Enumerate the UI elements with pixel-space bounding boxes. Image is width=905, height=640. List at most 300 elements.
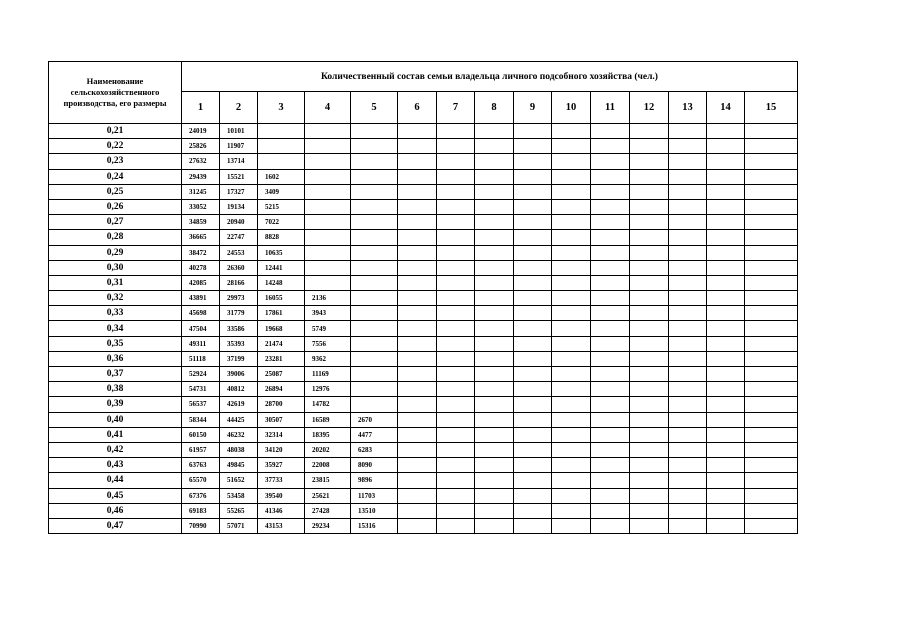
value-cell	[351, 291, 398, 306]
column-number-header: 11	[591, 92, 630, 124]
column-number-header: 7	[437, 92, 475, 124]
value-cell: 10635	[258, 245, 305, 260]
table-row	[49, 215, 798, 230]
value-cell	[398, 199, 437, 214]
value-cell	[630, 245, 669, 260]
value-cell	[552, 124, 591, 139]
value-cell: 36665	[182, 230, 220, 245]
value-cell	[745, 245, 798, 260]
value-cell	[630, 518, 669, 533]
value-cell	[437, 184, 475, 199]
value-cell	[305, 169, 351, 184]
value-cell	[745, 139, 798, 154]
value-cell	[437, 458, 475, 473]
value-cell	[437, 336, 475, 351]
value-cell	[745, 336, 798, 351]
value-cell	[437, 230, 475, 245]
table-row	[49, 442, 798, 457]
value-cell: 31779	[220, 306, 258, 321]
value-cell	[475, 397, 514, 412]
value-cell	[552, 184, 591, 199]
value-cell	[514, 412, 552, 427]
value-cell: 27428	[305, 503, 351, 518]
value-cell	[707, 488, 745, 503]
value-cell	[514, 184, 552, 199]
table-row	[49, 321, 798, 336]
value-cell	[552, 397, 591, 412]
value-cell	[514, 306, 552, 321]
value-cell: 37199	[220, 351, 258, 366]
value-cell	[398, 245, 437, 260]
value-cell	[437, 124, 475, 139]
value-cell	[351, 336, 398, 351]
size-cell: 0,43	[49, 458, 182, 473]
value-cell	[591, 518, 630, 533]
value-cell	[630, 412, 669, 427]
value-cell	[514, 336, 552, 351]
value-cell	[437, 503, 475, 518]
value-cell	[552, 351, 591, 366]
value-cell: 1602	[258, 169, 305, 184]
value-cell: 67376	[182, 488, 220, 503]
value-cell: 29234	[305, 518, 351, 533]
size-cell: 0,40	[49, 412, 182, 427]
value-cell	[398, 124, 437, 139]
value-cell	[437, 351, 475, 366]
value-cell	[514, 215, 552, 230]
value-cell	[552, 367, 591, 382]
size-cell: 0,33	[49, 306, 182, 321]
value-cell	[669, 275, 707, 290]
value-cell	[437, 427, 475, 442]
value-cell	[745, 473, 798, 488]
value-cell	[437, 169, 475, 184]
value-cell	[437, 291, 475, 306]
value-cell	[745, 412, 798, 427]
value-cell	[514, 518, 552, 533]
column-number-header: 14	[707, 92, 745, 124]
value-cell	[398, 351, 437, 366]
value-cell	[351, 351, 398, 366]
value-cell	[707, 427, 745, 442]
value-cell	[437, 397, 475, 412]
table-row	[49, 260, 798, 275]
size-cell: 0,28	[49, 230, 182, 245]
value-cell	[707, 503, 745, 518]
value-cell	[398, 473, 437, 488]
value-cell	[475, 291, 514, 306]
value-cell	[305, 184, 351, 199]
value-cell: 14782	[305, 397, 351, 412]
value-cell	[437, 488, 475, 503]
value-cell	[552, 321, 591, 336]
value-cell	[398, 427, 437, 442]
value-cell: 9896	[351, 473, 398, 488]
value-cell	[475, 442, 514, 457]
value-cell	[669, 291, 707, 306]
value-cell	[475, 124, 514, 139]
value-cell: 10101	[220, 124, 258, 139]
value-cell	[552, 488, 591, 503]
value-cell	[591, 275, 630, 290]
value-cell: 40278	[182, 260, 220, 275]
value-cell: 7556	[305, 336, 351, 351]
value-cell	[475, 351, 514, 366]
value-cell	[437, 260, 475, 275]
value-cell	[351, 397, 398, 412]
value-cell	[305, 139, 351, 154]
value-cell: 52924	[182, 367, 220, 382]
value-cell	[669, 230, 707, 245]
value-cell	[669, 458, 707, 473]
value-cell	[475, 412, 514, 427]
value-cell	[669, 139, 707, 154]
value-cell	[475, 503, 514, 518]
value-cell: 31245	[182, 184, 220, 199]
value-cell	[745, 351, 798, 366]
value-cell	[552, 154, 591, 169]
value-cell: 32314	[258, 427, 305, 442]
value-cell	[707, 473, 745, 488]
value-cell	[437, 367, 475, 382]
value-cell: 23281	[258, 351, 305, 366]
value-cell	[437, 139, 475, 154]
value-cell	[745, 169, 798, 184]
value-cell	[514, 382, 552, 397]
value-cell	[669, 154, 707, 169]
value-cell: 37733	[258, 473, 305, 488]
column-number-header: 13	[669, 92, 707, 124]
value-cell: 38472	[182, 245, 220, 260]
value-cell	[552, 230, 591, 245]
value-cell: 30507	[258, 412, 305, 427]
value-cell	[745, 397, 798, 412]
value-cell	[591, 245, 630, 260]
value-cell: 2670	[351, 412, 398, 427]
value-cell	[398, 397, 437, 412]
value-cell	[437, 473, 475, 488]
value-cell	[398, 139, 437, 154]
value-cell	[669, 518, 707, 533]
value-cell: 29973	[220, 291, 258, 306]
value-cell	[707, 199, 745, 214]
value-cell	[591, 397, 630, 412]
value-cell	[669, 199, 707, 214]
value-cell	[475, 473, 514, 488]
value-cell	[591, 458, 630, 473]
table-row	[49, 503, 798, 518]
value-cell	[591, 336, 630, 351]
value-cell	[591, 199, 630, 214]
value-cell	[514, 291, 552, 306]
value-cell	[475, 139, 514, 154]
value-cell: 28700	[258, 397, 305, 412]
value-cell	[591, 260, 630, 275]
value-cell	[437, 275, 475, 290]
value-cell	[475, 336, 514, 351]
value-cell	[475, 518, 514, 533]
value-cell: 11169	[305, 367, 351, 382]
value-cell: 39540	[258, 488, 305, 503]
value-cell	[630, 442, 669, 457]
value-cell	[305, 245, 351, 260]
size-cell: 0,46	[49, 503, 182, 518]
value-cell	[475, 184, 514, 199]
value-cell	[591, 139, 630, 154]
value-cell: 63763	[182, 458, 220, 473]
value-cell	[514, 230, 552, 245]
size-cell: 0,39	[49, 397, 182, 412]
value-cell	[630, 154, 669, 169]
value-cell	[398, 488, 437, 503]
value-cell	[669, 503, 707, 518]
table-row	[49, 382, 798, 397]
value-cell	[552, 260, 591, 275]
value-cell	[707, 154, 745, 169]
size-cell: 0,42	[49, 442, 182, 457]
value-cell	[591, 351, 630, 366]
value-cell	[351, 275, 398, 290]
size-cell: 0,45	[49, 488, 182, 503]
value-cell: 5749	[305, 321, 351, 336]
value-cell	[745, 367, 798, 382]
value-cell	[305, 199, 351, 214]
value-cell	[552, 442, 591, 457]
size-cell: 0,22	[49, 139, 182, 154]
value-cell: 26894	[258, 382, 305, 397]
value-cell	[351, 169, 398, 184]
value-cell	[630, 199, 669, 214]
size-cell: 0,21	[49, 124, 182, 139]
value-cell	[745, 503, 798, 518]
value-cell	[630, 488, 669, 503]
value-cell	[745, 518, 798, 533]
value-cell: 27632	[182, 154, 220, 169]
value-cell	[514, 488, 552, 503]
value-cell: 53458	[220, 488, 258, 503]
value-cell: 35927	[258, 458, 305, 473]
value-cell	[745, 382, 798, 397]
value-cell	[351, 382, 398, 397]
value-cell	[707, 169, 745, 184]
value-cell	[398, 321, 437, 336]
table-row	[49, 275, 798, 290]
value-cell: 49311	[182, 336, 220, 351]
value-cell: 15316	[351, 518, 398, 533]
family-composition-table	[48, 61, 798, 534]
value-cell	[437, 518, 475, 533]
table-row	[49, 291, 798, 306]
value-cell	[398, 184, 437, 199]
value-cell	[630, 458, 669, 473]
value-cell	[398, 518, 437, 533]
value-cell: 33052	[182, 199, 220, 214]
value-cell	[351, 199, 398, 214]
value-cell	[707, 184, 745, 199]
value-cell	[514, 275, 552, 290]
value-cell: 17861	[258, 306, 305, 321]
size-cell: 0,24	[49, 169, 182, 184]
value-cell	[591, 412, 630, 427]
table-row	[49, 184, 798, 199]
value-cell: 47504	[182, 321, 220, 336]
value-cell	[437, 306, 475, 321]
size-cell: 0,37	[49, 367, 182, 382]
column-number-header: 8	[475, 92, 514, 124]
value-cell	[305, 260, 351, 275]
value-cell	[552, 215, 591, 230]
value-cell	[707, 412, 745, 427]
value-cell: 22008	[305, 458, 351, 473]
value-cell: 29439	[182, 169, 220, 184]
value-cell	[745, 458, 798, 473]
value-cell: 61957	[182, 442, 220, 457]
value-cell	[707, 397, 745, 412]
value-cell	[552, 139, 591, 154]
value-cell	[475, 306, 514, 321]
value-cell	[552, 306, 591, 321]
table-row	[49, 351, 798, 366]
value-cell	[630, 230, 669, 245]
size-cell: 0,27	[49, 215, 182, 230]
value-cell: 6283	[351, 442, 398, 457]
value-cell: 45698	[182, 306, 220, 321]
value-cell	[630, 139, 669, 154]
value-cell	[351, 124, 398, 139]
value-cell: 56537	[182, 397, 220, 412]
value-cell	[437, 199, 475, 214]
value-cell	[475, 488, 514, 503]
value-cell	[707, 139, 745, 154]
table-row	[49, 397, 798, 412]
value-cell	[630, 184, 669, 199]
value-cell	[514, 442, 552, 457]
value-cell	[475, 215, 514, 230]
value-cell	[514, 124, 552, 139]
value-cell	[669, 442, 707, 457]
value-cell	[514, 367, 552, 382]
value-cell: 57071	[220, 518, 258, 533]
value-cell	[258, 154, 305, 169]
value-cell	[745, 427, 798, 442]
table-row	[49, 230, 798, 245]
value-cell: 20940	[220, 215, 258, 230]
value-cell: 11703	[351, 488, 398, 503]
value-cell	[630, 321, 669, 336]
value-cell	[514, 427, 552, 442]
value-cell: 2136	[305, 291, 351, 306]
value-cell	[398, 275, 437, 290]
value-cell	[591, 503, 630, 518]
table-row	[49, 458, 798, 473]
value-cell: 35393	[220, 336, 258, 351]
value-cell	[745, 442, 798, 457]
value-cell	[514, 154, 552, 169]
value-cell	[630, 336, 669, 351]
value-cell: 42619	[220, 397, 258, 412]
value-cell	[591, 382, 630, 397]
value-cell: 17327	[220, 184, 258, 199]
value-cell	[552, 291, 591, 306]
value-cell	[630, 124, 669, 139]
table-row	[49, 169, 798, 184]
value-cell: 49845	[220, 458, 258, 473]
value-cell: 15521	[220, 169, 258, 184]
value-cell: 21474	[258, 336, 305, 351]
column-number-header: 9	[514, 92, 552, 124]
value-cell	[514, 397, 552, 412]
value-cell	[475, 458, 514, 473]
value-cell	[669, 184, 707, 199]
value-cell	[669, 321, 707, 336]
table-row	[49, 199, 798, 214]
value-cell	[437, 215, 475, 230]
value-cell	[514, 473, 552, 488]
value-cell: 58344	[182, 412, 220, 427]
value-cell	[707, 230, 745, 245]
value-cell	[591, 306, 630, 321]
table-row	[49, 139, 798, 154]
value-cell	[437, 382, 475, 397]
value-cell	[514, 458, 552, 473]
value-cell	[305, 230, 351, 245]
value-cell: 60150	[182, 427, 220, 442]
value-cell	[707, 260, 745, 275]
size-cell: 0,23	[49, 154, 182, 169]
value-cell	[707, 458, 745, 473]
value-cell: 11907	[220, 139, 258, 154]
value-cell: 16589	[305, 412, 351, 427]
column-number-header: 4	[305, 92, 351, 124]
size-cell: 0,31	[49, 275, 182, 290]
value-cell	[707, 291, 745, 306]
value-cell: 4477	[351, 427, 398, 442]
value-cell	[398, 382, 437, 397]
value-cell	[552, 275, 591, 290]
value-cell	[514, 321, 552, 336]
value-cell	[669, 306, 707, 321]
value-cell	[630, 291, 669, 306]
value-cell: 14248	[258, 275, 305, 290]
value-cell: 12441	[258, 260, 305, 275]
value-cell	[745, 215, 798, 230]
value-cell	[552, 336, 591, 351]
value-cell: 54731	[182, 382, 220, 397]
table-row	[49, 306, 798, 321]
value-cell	[552, 382, 591, 397]
value-cell	[591, 473, 630, 488]
value-cell	[398, 458, 437, 473]
value-cell: 34120	[258, 442, 305, 457]
value-cell	[351, 306, 398, 321]
value-cell	[745, 199, 798, 214]
value-cell	[591, 230, 630, 245]
value-cell: 20202	[305, 442, 351, 457]
value-cell: 25826	[182, 139, 220, 154]
value-cell: 8828	[258, 230, 305, 245]
value-cell	[398, 230, 437, 245]
table-body	[49, 124, 798, 534]
value-cell	[437, 412, 475, 427]
value-cell: 12976	[305, 382, 351, 397]
group-header-cell: Количественный состав семьи владельца личного подсобного хозяйства (чел.)	[182, 62, 798, 92]
value-cell	[351, 139, 398, 154]
size-cell: 0,30	[49, 260, 182, 275]
value-cell	[305, 124, 351, 139]
column-number-header: 12	[630, 92, 669, 124]
value-cell	[707, 245, 745, 260]
value-cell	[475, 230, 514, 245]
